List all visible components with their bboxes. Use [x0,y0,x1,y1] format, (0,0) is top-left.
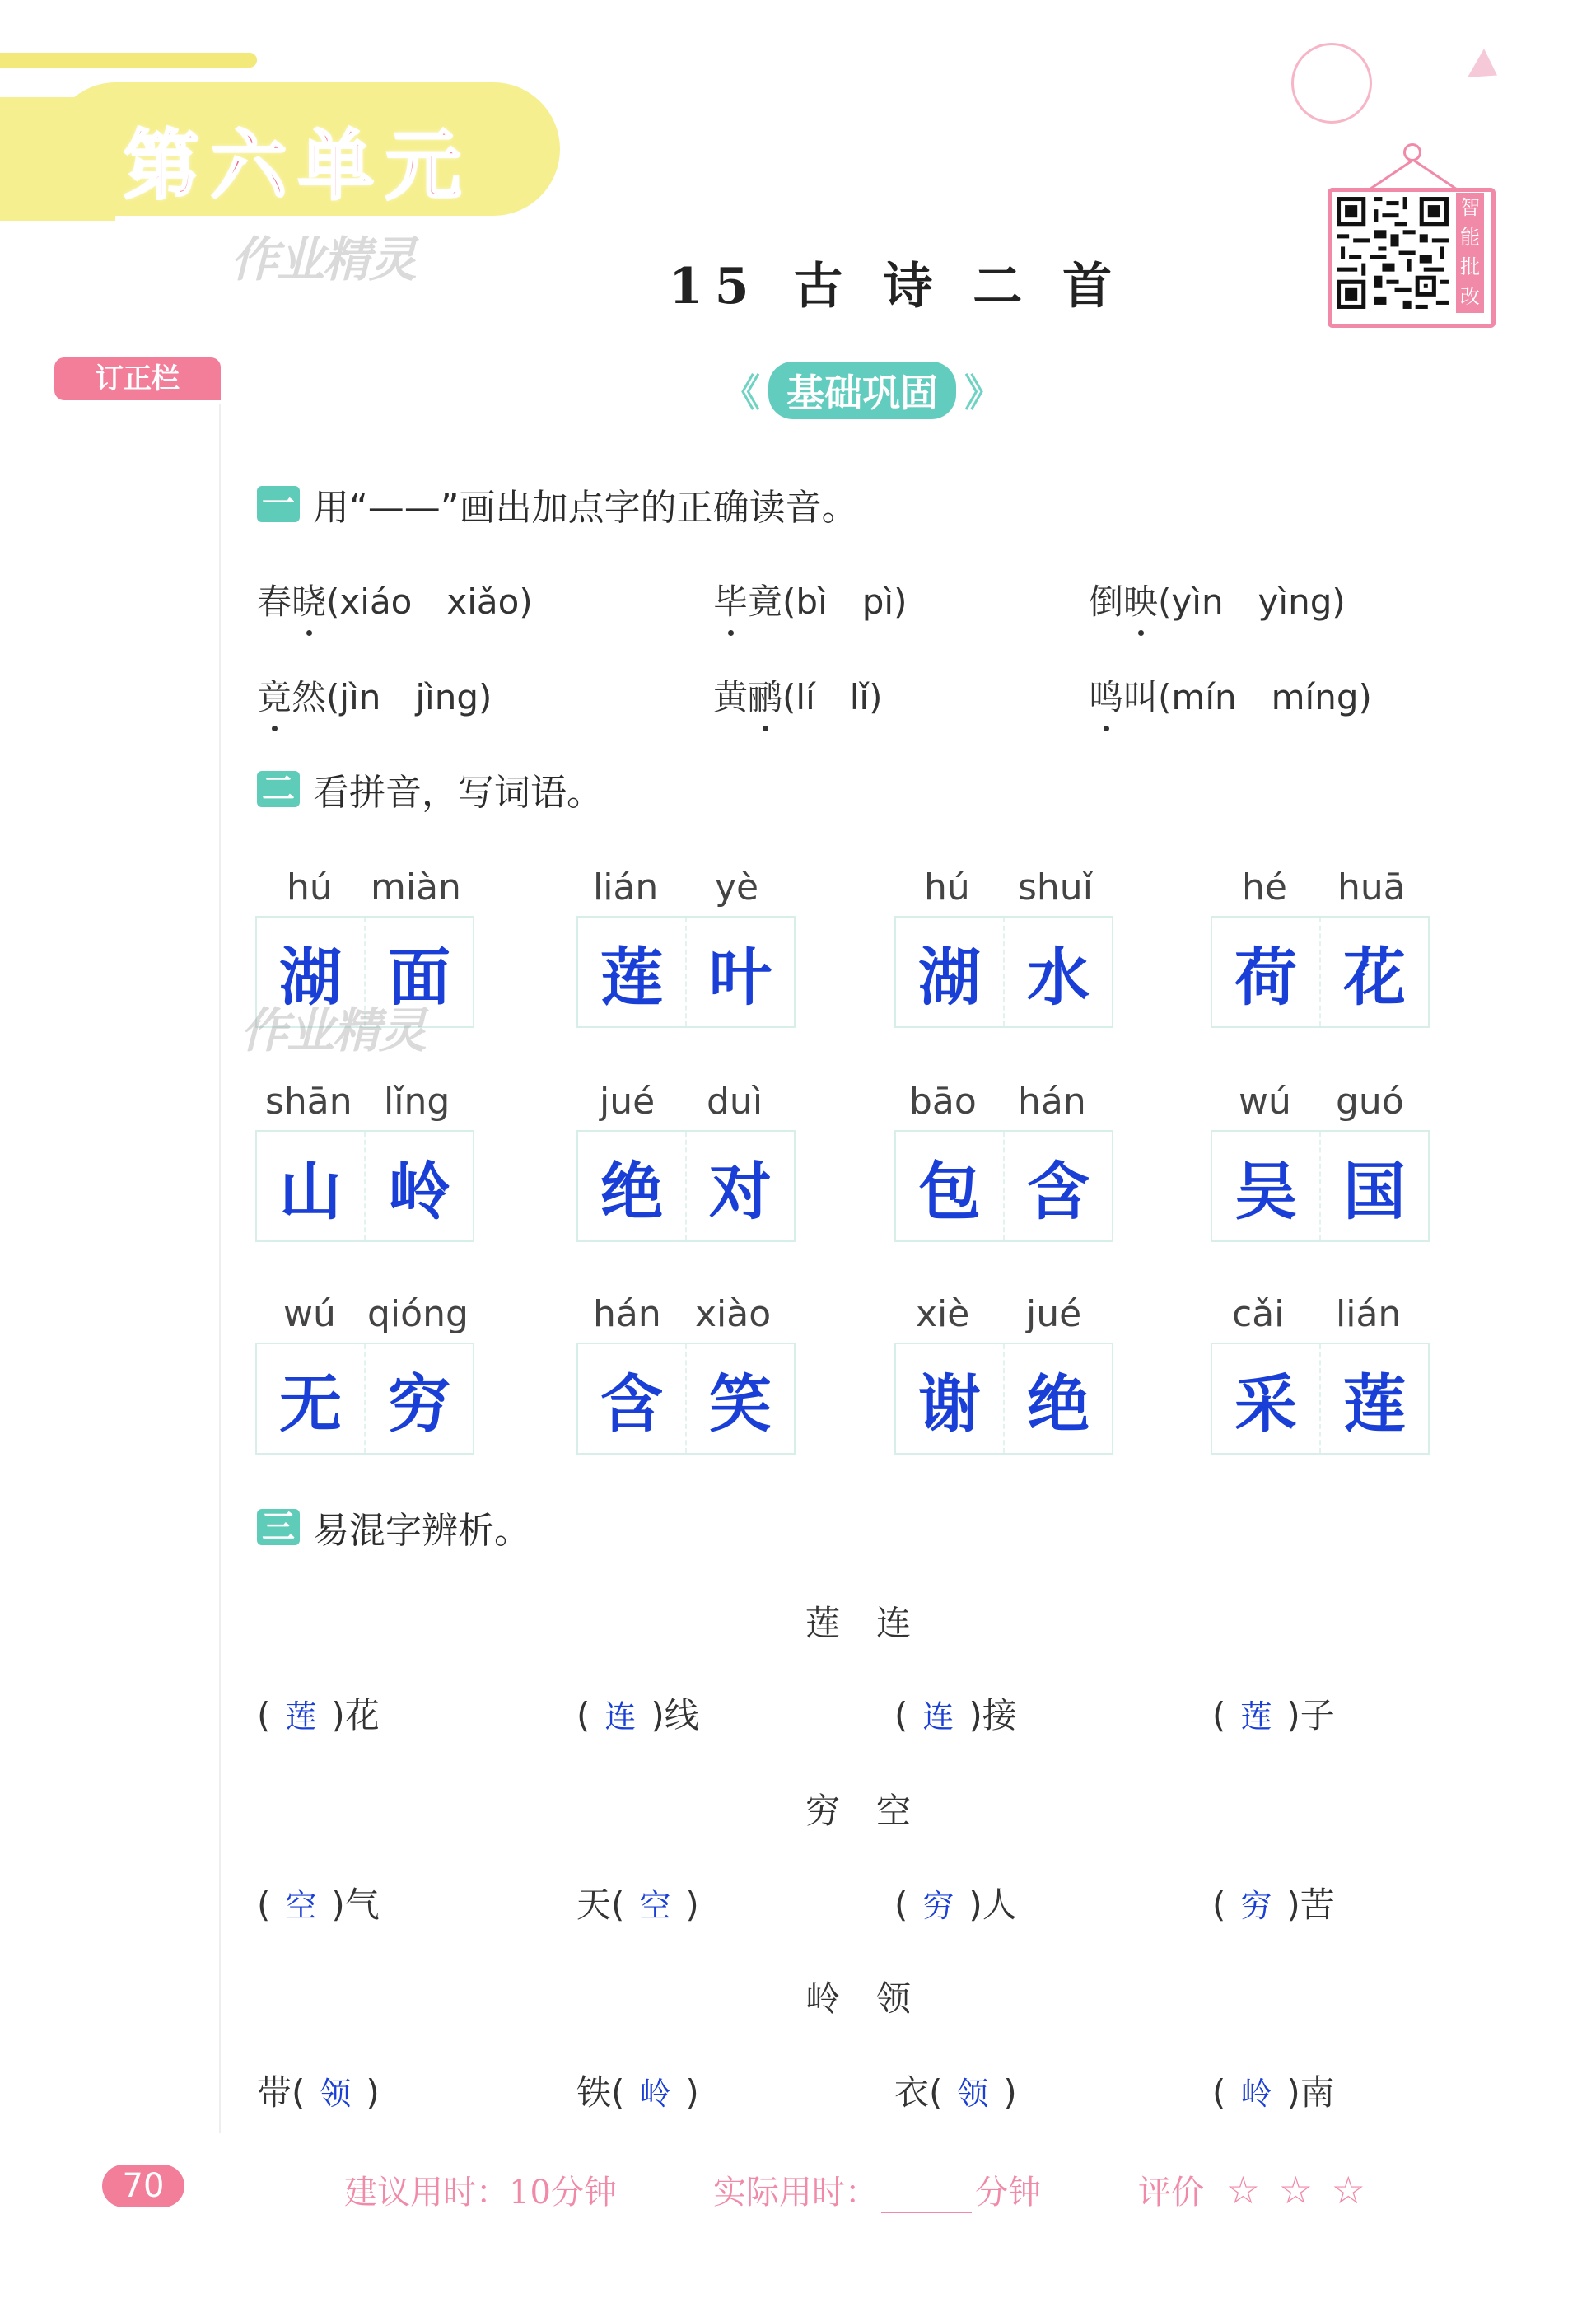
pinyin: yè [715,866,759,908]
q1-char: 春 [257,582,292,622]
q1-item[interactable] [257,670,492,720]
q1-item[interactable] [713,670,882,720]
fill-answer: 连 [604,1698,637,1735]
pinyin: hé [1242,866,1287,908]
q1-dotted-char: 鹂 [748,670,782,720]
question-number: 二 [257,771,300,807]
word-char: 岭 [364,1132,473,1240]
deco-triangle [1468,49,1505,90]
pinyin: guó [1336,1081,1404,1123]
word-box[interactable] [894,1343,1113,1455]
pinyin: jué [600,1081,656,1123]
fill-pre: ( [1212,1885,1226,1925]
fill-blank[interactable] [1212,1878,1335,1927]
word-char: 湖 [918,940,981,1014]
star-icon[interactable]: ☆ [1225,2168,1260,2212]
star-icon[interactable]: ☆ [1331,2168,1365,2212]
pinyin: qióng [367,1293,469,1335]
fill-answer: 空 [285,1888,317,1924]
question-number: 三 [257,1509,300,1545]
word-char: 对 [685,1132,794,1240]
fill-blank[interactable] [257,2066,380,2115]
fill-answer: 领 [320,2076,352,2112]
qr-string [1409,156,1458,191]
q1-options: (lí lǐ) [782,677,883,717]
fill-blank[interactable] [894,1878,1017,1927]
fill-blank[interactable] [1212,1688,1335,1738]
qr-side-char: 能 [1460,226,1480,249]
word-char: 吴 [1234,1154,1297,1228]
q1-char: 黄 [713,677,749,717]
fill-pre: ( [894,1695,908,1735]
fill-post: ) [685,1885,699,1925]
qr-side-char: 批 [1460,255,1480,278]
q1-char: 竟 [748,582,783,622]
question-number: 一 [257,486,300,522]
rating-label: 评价 [1138,2174,1204,2212]
banner-right-chevron: 》 [964,371,1002,415]
fill-blank[interactable] [894,1688,1017,1738]
pinyin: lián [593,866,659,908]
confusable-pair: 穷空 [805,1791,948,1831]
q1-dotted-char: 鸣 [1089,670,1123,720]
pinyin: hú [287,866,333,908]
pinyin: bāo [909,1081,977,1123]
banner-left-chevron: 《 [722,371,760,415]
fill-pre: ( [257,1885,271,1925]
q1-dotted-char: 映 [1123,575,1158,624]
fill-blank[interactable] [257,1878,380,1927]
word-char: 采 [1234,1366,1297,1441]
fill-pre: 带( [257,2072,306,2113]
word-char: 叶 [685,918,794,1026]
q1-char: 叫 [1123,677,1159,717]
watermark: 作业精灵 [240,1002,426,1058]
question-instruction: 看拼音，写词语。 [313,772,603,814]
fill-post: )气 [331,1885,380,1925]
q1-item[interactable] [1089,575,1346,624]
word-char: 莲 [1319,1344,1428,1453]
fill-pre: 铁( [576,2072,625,2113]
fill-pre: 衣( [894,2072,943,2113]
confusable-pair: 莲连 [805,1603,948,1643]
word-char: 绝 [600,1154,663,1228]
question-instruction: 用“——”画出加点字的正确读音。 [313,487,858,529]
fill-post: )人 [968,1885,1017,1925]
qr-side-label [1456,193,1484,313]
q1-options: (xiáo xiǎo) [326,582,533,622]
actual-time-unit: 分钟 [975,2174,1041,2212]
fill-answer: 连 [922,1698,954,1735]
pinyin: cǎi [1232,1293,1285,1335]
q1-char: 倒 [1089,582,1124,622]
word-box[interactable] [894,1130,1113,1242]
q1-dotted-char: 晓 [292,575,326,624]
fill-post: ) [685,2072,699,2113]
star-icon[interactable]: ☆ [1278,2168,1313,2212]
correction-divider [219,404,221,2133]
fill-answer: 岭 [639,2076,671,2112]
word-char: 花 [1319,918,1428,1026]
fill-answer: 穷 [922,1888,954,1924]
qr-code-icon[interactable] [1332,193,1453,313]
qr-hook [1403,143,1421,161]
word-char: 绝 [1003,1344,1112,1453]
word-char: 无 [279,1366,342,1441]
word-char: 国 [1319,1132,1428,1240]
pinyin: xiào [695,1293,772,1335]
fill-pre: ( [257,1695,271,1735]
q1-dotted-char: 竟 [257,670,292,720]
word-box[interactable] [576,1130,796,1242]
fill-answer: 岭 [1240,2076,1272,2112]
section-banner-label: 基础巩固 [768,362,956,419]
fill-answer: 莲 [1240,1698,1272,1735]
word-char: 山 [279,1154,342,1228]
q1-char: 然 [292,677,327,717]
q1-item[interactable] [257,575,533,624]
fill-blank[interactable] [576,2066,699,2115]
word-box[interactable] [255,1130,474,1242]
q1-options: (yìn yìng) [1158,582,1346,622]
actual-time-label: 实际用时： [713,2174,878,2212]
word-box[interactable] [1211,916,1430,1028]
lesson-title [669,247,1123,318]
fill-pre: ( [894,1885,908,1925]
q1-options: (jìn jìng) [326,677,492,717]
watermark: 作业精灵 [231,231,416,287]
fill-answer: 空 [639,1888,671,1924]
fill-blank[interactable] [576,1878,699,1927]
unit-char: 六 [211,121,287,210]
fill-blank[interactable] [576,1688,699,1738]
fill-pre: ( [1212,2072,1226,2113]
word-char: 谢 [918,1366,981,1441]
word-box[interactable] [1211,1343,1430,1455]
word-box[interactable] [576,1343,796,1455]
fill-post: )南 [1286,2072,1335,2113]
unit-title [124,105,461,214]
fill-blank[interactable] [1212,2066,1335,2115]
confusable-pair: 岭领 [805,1978,948,2019]
word-char: 荷 [1234,940,1297,1014]
q1-dotted-char: 毕 [713,575,748,624]
pinyin: wú [1239,1081,1291,1123]
question-1-header [257,478,858,530]
question-3-header [257,1501,530,1553]
correction-label: 订正栏 [54,357,221,400]
word-box[interactable] [576,916,796,1028]
actual-time-blank[interactable] [881,2212,972,2213]
word-box[interactable] [894,916,1113,1028]
pinyin: hán [1018,1081,1086,1123]
word-char: 笑 [685,1344,794,1453]
unit-deco-bar [0,53,257,68]
lesson-number: 15 [669,258,761,315]
qr-side-char: 改 [1460,285,1480,308]
pinyin: xiè [916,1293,970,1335]
q1-item[interactable] [1089,670,1372,720]
fill-post: )苦 [1286,1885,1335,1925]
pinyin: duì [707,1081,763,1123]
word-box[interactable] [255,1343,474,1455]
pinyin: wú [283,1293,336,1335]
pinyin: shuǐ [1018,866,1093,908]
fill-answer: 穷 [1240,1888,1272,1924]
fill-answer: 莲 [285,1698,317,1735]
word-char: 包 [918,1154,981,1228]
deco-circle [1291,43,1372,124]
lesson-name: 古 诗 二 首 [793,258,1124,315]
fill-answer: 领 [957,2076,989,2112]
qr-string [1368,156,1417,191]
fill-pre: 天( [576,1885,625,1925]
unit-char: 元 [385,121,462,210]
word-char: 莲 [600,940,663,1014]
q1-item[interactable] [713,575,907,624]
section-banner [710,362,1015,418]
fill-post: ) [366,2072,380,2113]
pinyin: huā [1337,866,1406,908]
word-char: 湖 [279,940,342,1014]
fill-post: )子 [1286,1695,1335,1735]
word-char: 水 [1003,918,1112,1026]
word-char: 含 [600,1366,663,1441]
question-2-header [257,763,603,815]
fill-pre: ( [1212,1695,1226,1735]
pinyin: shān [265,1081,352,1123]
qr-side-char: 智 [1460,196,1480,219]
unit-char: 第 [124,121,200,210]
pinyin: miàn [371,866,461,908]
unit-char: 单 [298,121,375,210]
pinyin: hú [924,866,970,908]
word-box[interactable] [1211,1130,1430,1242]
fill-pre: ( [576,1695,590,1735]
pinyin: jué [1026,1293,1082,1335]
word-char: 含 [1003,1132,1112,1240]
fill-post: )花 [331,1695,380,1735]
pinyin: hán [593,1293,661,1335]
actual-time[interactable] [713,2166,1041,2213]
fill-blank[interactable] [257,1688,380,1738]
pinyin: lián [1336,1293,1402,1335]
fill-post: )线 [651,1695,699,1735]
suggested-time: 建议用时：10分钟 [344,2174,617,2212]
page-number: 70 [102,2165,184,2207]
word-char: 面 [364,918,473,1026]
fill-post: )接 [968,1695,1017,1735]
fill-post: ) [1003,2072,1017,2113]
question-instruction: 易混字辨析。 [313,1510,530,1552]
q1-options: (mín míng) [1158,677,1372,717]
fill-blank[interactable] [894,2066,1017,2115]
rating [1138,2166,1365,2213]
word-char: 穷 [364,1344,473,1453]
pinyin: lǐng [384,1081,450,1123]
q1-options: (bì pì) [782,582,908,622]
